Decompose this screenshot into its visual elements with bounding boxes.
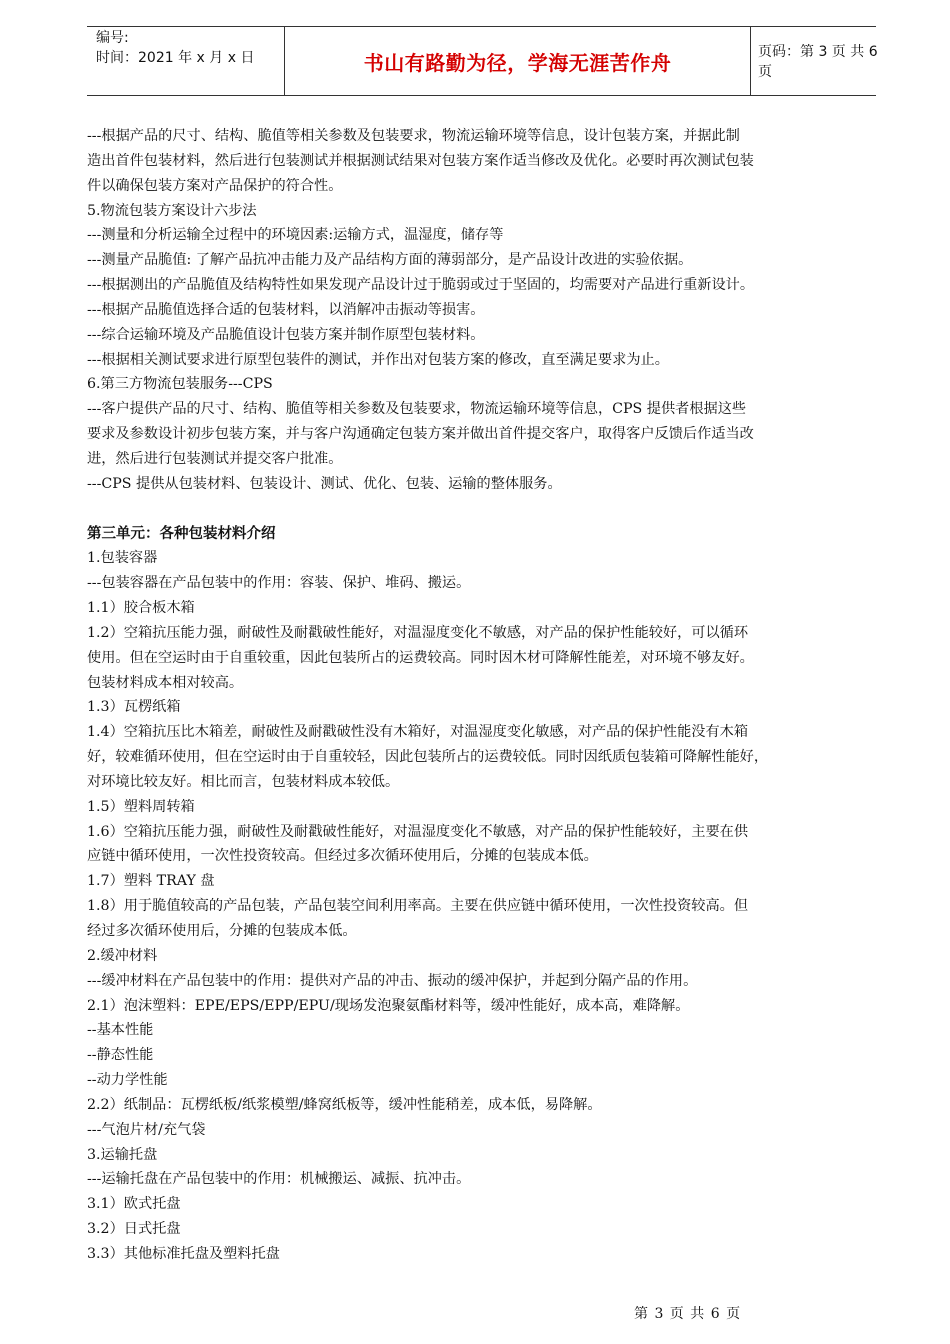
text-line: ---气泡片材/充气袋 <box>87 1121 206 1138</box>
text-line: 2.1）泡沫塑料：EPE/EPS/EPP/EPU/现场发泡聚氨酯材料等，缓冲性能好，成本高，难降解。 <box>87 997 690 1014</box>
text-line: 进，然后进行包装测试并提交客户批准。 <box>87 450 343 467</box>
page-footer: 第 3 页 共 6 页 <box>634 1306 742 1322</box>
text-line: 1.5）塑料周转箱 <box>87 798 195 815</box>
text-line: ---根据产品脆值选择合适的包装材料，以消解冲击振动等损害。 <box>87 301 485 318</box>
text-line: --静态性能 <box>87 1047 154 1064</box>
text-line: --基本性能 <box>87 1022 154 1039</box>
text-line: ---根据产品的尺寸、结构、脆值等相关参数及包装要求，物流运输环境等信息，设计包装方案，并据此制 <box>87 128 740 144</box>
text-line: ---CPS 提供从包装材料、包装设计、测试、优化、包装、运输的整体服务。 <box>87 475 562 492</box>
document-date-label: 时间：2021 年 x 月 x 日 <box>96 50 255 66</box>
text-line: 1.1）胶合板木箱 <box>87 600 195 617</box>
text-line: 2.缓冲材料 <box>87 947 158 964</box>
text-line: ---包装容器在产品包装中的作用：容装、保护、堆码、搬运。 <box>87 575 471 592</box>
text-line: 3.2）日式托盘 <box>87 1221 181 1238</box>
text-line: 包装材料成本相对较高。 <box>87 674 244 691</box>
header-motto-cell <box>284 27 751 95</box>
text-line: 1.4）空箱抗压比木箱差，耐破性及耐戳破性没有木箱好，对温湿度变化敏感，对产品的保护性能没有木箱 <box>87 724 749 741</box>
text-line: ---测量产品脆值: 了解产品抗冲击能力及产品结构方面的薄弱部分，是产品设计改进的实验依据。 <box>87 252 693 269</box>
text-line: 好，较难循环使用，但在空运时由于自重较轻，因此包装所占的运费较低。同时因纸质包装箱可降解性能好， <box>87 749 769 766</box>
text-line: 1.包装容器 <box>87 550 158 567</box>
text-line: 1.7）塑料 TRAY 盘 <box>87 873 215 890</box>
text-line: ---综合运输环境及产品脆值设计包装方案并制作原型包装材料。 <box>87 326 485 343</box>
header-page-cell <box>750 27 884 95</box>
section-title: 第三单元：各种包装材料介绍 <box>87 525 276 542</box>
text-line: 应链中循环使用，一次性投资较高。但经过多次循环使用后，分摊的包装成本低。 <box>87 848 598 865</box>
text-line: ---运输托盘在产品包装中的作用：机械搬运、减振、抗冲击。 <box>87 1171 471 1188</box>
text-line: ---客户提供产品的尺寸、结构、脆值等相关参数及包装要求，物流运输环境等信息，CPS 提供者根据这些 <box>87 401 747 418</box>
text-line: ---测量和分析运输全过程中的环境因素:运输方式，温湿度，储存等 <box>87 227 504 244</box>
header-motto: 书山有路勤为径，学海无涯苦作舟 <box>363 50 672 75</box>
text-line: ---缓冲材料在产品包装中的作用：提供对产品的冲击、振动的缓冲保护，并起到分隔产品的作用。 <box>87 972 698 989</box>
page-header <box>87 26 876 96</box>
text-line: 件以确保包装方案对产品保护的符合性。 <box>87 177 343 194</box>
text-line: 1.8）用于脆值较高的产品包装，产品包装空间利用率高。主要在供应链中循环使用，一次性投资较高。但 <box>87 898 749 915</box>
text-line: 经过多次循环使用后，分摊的包装成本低。 <box>87 923 357 939</box>
paragraph-gap <box>87 497 887 522</box>
text-line: 2.2）纸制品：瓦楞纸板/纸浆模塑/蜂窝纸板等，缓冲性能稍差，成本低，易降解。 <box>87 1096 602 1113</box>
text-line: 5.物流包装方案设计六步法 <box>87 202 257 219</box>
text-line: ---根据测出的产品脆值及结构特性如果发现产品设计过于脆弱或过于坚固的，均需要对产品进行重新设计。 <box>87 277 755 294</box>
text-line: 3.1）欧式托盘 <box>87 1196 181 1213</box>
text-line: --动力学性能 <box>87 1072 168 1089</box>
header-meta <box>87 27 284 95</box>
text-line: 1.6）空箱抗压能力强，耐破性及耐戳破性能好，对温湿度变化不敏感，对产品的保护性能较好，主要在供 <box>87 823 749 840</box>
header-page-number: 页码：第 3 页 共 6 页 <box>758 44 878 80</box>
text-line: 3.3）其他标准托盘及塑料托盘 <box>87 1245 280 1262</box>
document-number-label: 编号: <box>96 30 129 46</box>
text-line: 6.第三方物流包装服务---CPS <box>87 376 273 393</box>
document-body <box>87 124 887 1267</box>
text-line: 3.运输托盘 <box>87 1146 158 1163</box>
text-line: 使用。但在空运时由于自重较重，因此包装所占的运费较高。同时因木材可降解性能差，对环境不够友好。 <box>87 649 754 666</box>
text-line: 对环境比较友好。相比而言，包装材料成本较低。 <box>87 773 400 790</box>
text-line: 1.3）瓦楞纸箱 <box>87 699 181 716</box>
text-line: 造出首件包装材料，然后进行包装测试并根据测试结果对包装方案作适当修改及优化。必要时再次测试包装 <box>87 152 754 169</box>
text-line: ---根据相关测试要求进行原型包装件的测试，并作出对包装方案的修改，直至满足要求为止。 <box>87 351 669 368</box>
text-line: 1.2）空箱抗压能力强，耐破性及耐戳破性能好，对温湿度变化不敏感，对产品的保护性能较好，可以循环 <box>87 624 749 641</box>
text-line: 要求及参数设计初步包装方案，并与客户沟通确定包装方案并做出首件提交客户，取得客户反馈后作适当改 <box>87 426 754 443</box>
